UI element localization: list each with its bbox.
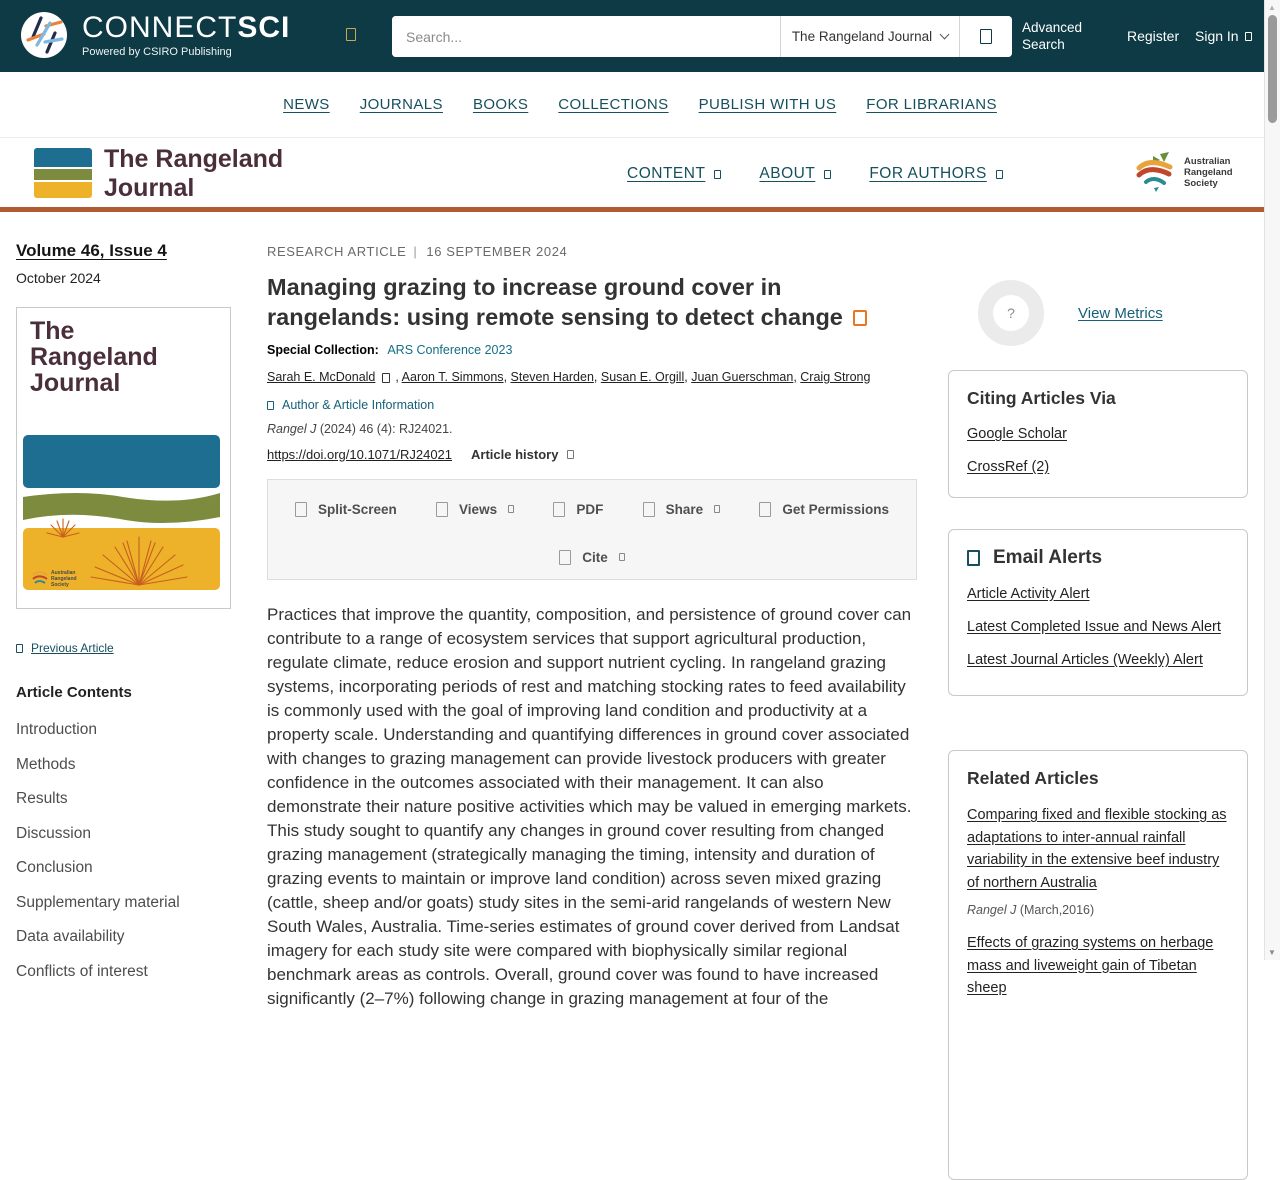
site-header [0, 0, 1280, 72]
search-input[interactable] [392, 16, 780, 57]
contents-item-introduction[interactable]: Introduction [16, 721, 97, 738]
related-meta-journal: Rangel J [967, 903, 1017, 917]
info-caret-icon [267, 401, 274, 410]
contents-item-conclusion[interactable]: Conclusion [16, 859, 93, 876]
citing-articles-title: Citing Articles Via [967, 388, 1116, 408]
author-article-information[interactable] [267, 398, 917, 412]
share-label: Share [665, 501, 704, 517]
register-link[interactable]: Register [1127, 28, 1180, 44]
related-articles-box [948, 750, 1248, 1180]
search-scope-dropdown[interactable] [781, 16, 959, 57]
ars-society-name [1184, 156, 1233, 189]
toolbar-row-2 [295, 538, 889, 576]
article-type: RESEARCH ARTICLE [267, 244, 407, 259]
email-icon [967, 550, 980, 566]
search-bar [392, 16, 1012, 57]
history-caret-icon [567, 450, 574, 459]
svg-text:Society: Society [51, 582, 69, 588]
author-article-information-label: Author & Article Information [282, 398, 435, 412]
connectsci-logo-icon [20, 11, 68, 59]
primary-nav [0, 72, 1280, 138]
journal-banner [0, 138, 1280, 212]
scrollbar-down-arrow[interactable]: ▼ [1268, 948, 1276, 957]
contents-item-data-availability[interactable]: Data availability [16, 928, 125, 945]
nav-item-journals[interactable]: JOURNALS [359, 96, 443, 113]
share-icon [643, 502, 655, 517]
email-alerts-header [967, 547, 1229, 569]
journal-cover[interactable] [16, 307, 231, 609]
search-icon [980, 29, 992, 44]
article-contents-title: Article Contents [16, 684, 132, 701]
split-screen-button[interactable] [295, 502, 397, 517]
toolbar-row-1 [295, 480, 889, 538]
nav-item-for-librarians[interactable]: FOR LIBRARIANS [866, 96, 997, 113]
svg-text:Australian: Australian [51, 570, 76, 576]
scrollbar-thumb[interactable] [1268, 15, 1277, 123]
email-alerts-title: Email Alerts [993, 547, 1103, 568]
get-permissions-label: Get Permissions [782, 501, 889, 517]
scrollbar-up-arrow[interactable]: ▲ [1268, 3, 1276, 12]
journal-menu-for-authors-label: FOR AUTHORS [869, 165, 987, 182]
journal-title[interactable] [104, 145, 283, 203]
cite-icon [559, 550, 571, 565]
corresponding-author-icon [382, 373, 390, 383]
chevron-down-icon [940, 30, 950, 40]
view-metrics-link[interactable]: View Metrics [1078, 304, 1163, 322]
related-article-link[interactable]: Effects of grazing systems on herbage mass and liveweight gain of Tibetan sheep [967, 935, 1214, 996]
article-date: 16 SEPTEMBER 2024 [426, 244, 568, 259]
author-link[interactable]: Steven Harden [510, 370, 594, 384]
latest-issue-alert-link[interactable]: Latest Completed Issue and News Alert [967, 619, 1221, 635]
permissions-icon [759, 502, 771, 517]
google-scholar-link[interactable]: Google Scholar [967, 426, 1067, 442]
nav-item-collections[interactable]: COLLECTIONS [558, 96, 669, 113]
journal-logo[interactable] [34, 148, 92, 198]
get-permissions-button[interactable] [759, 502, 889, 517]
share-button[interactable] [643, 502, 721, 517]
brand-name-connect: CONNECT [82, 10, 238, 44]
special-collection-link[interactable]: ARS Conference 2023 [387, 343, 513, 357]
author-link[interactable]: Susan E. Orgill [600, 370, 685, 384]
author-list [267, 370, 917, 384]
brand-name [82, 10, 291, 44]
search-scope-label: The Rangeland Journal [791, 29, 933, 44]
journal-menu-about[interactable] [759, 165, 831, 183]
citation-line [267, 422, 917, 436]
author-link[interactable]: Sarah E. McDonald [267, 370, 376, 384]
altmetric-badge[interactable] [978, 280, 1044, 346]
nav-item-news[interactable]: NEWS [283, 96, 330, 113]
header-menu-icon[interactable] [346, 28, 356, 41]
ars-line3: Society [1184, 177, 1218, 189]
altmetric-badge-symbol: ? [1007, 305, 1015, 321]
article-history[interactable] [471, 447, 574, 462]
related-article-meta [967, 903, 1229, 917]
ars-line2: Rangeland [1184, 166, 1233, 178]
journal-menu-about-label: ABOUT [759, 165, 816, 182]
content-area [0, 212, 1280, 1008]
article-title-line2: rangelands: using remote sensing to detect change [267, 302, 917, 332]
pdf-icon [553, 502, 565, 517]
doi-link[interactable]: https://doi.org/10.1071/RJ24021 [267, 447, 453, 462]
email-alerts-box [948, 529, 1248, 696]
contents-item-results[interactable]: Results [16, 790, 68, 807]
for-authors-caret-icon [996, 170, 1003, 179]
citation-rest: (2024) 46 (4): RJ24021. [316, 422, 453, 436]
journal-title-line1: The Rangeland [104, 145, 284, 173]
about-caret-icon [824, 170, 831, 179]
journal-menu [627, 165, 1003, 183]
views-label: Views [459, 501, 498, 517]
article-main [267, 244, 917, 1028]
share-caret-icon [714, 505, 720, 513]
journal-title-line2: Journal [104, 174, 195, 202]
split-screen-label: Split-Screen [318, 501, 397, 517]
article-history-label: Article history [471, 447, 559, 462]
author-link[interactable]: Juan Guerschman [691, 370, 794, 384]
pdf-button[interactable] [553, 502, 603, 517]
special-collection-label: Special Collection: [267, 343, 379, 357]
article-contents-list [16, 721, 232, 981]
weekly-articles-alert-link[interactable]: Latest Journal Articles (Weekly) Alert [967, 652, 1203, 668]
ars-society-icon [1133, 150, 1177, 194]
views-caret-icon [508, 505, 514, 513]
contents-item-supplementary[interactable]: Supplementary material [16, 893, 180, 911]
sign-in-link[interactable] [1195, 28, 1252, 44]
author-separator [594, 370, 601, 384]
pdf-label: PDF [576, 501, 604, 517]
ars-society-logo [1133, 150, 1233, 194]
brand-tagline: Powered by CSIRO Publishing [82, 45, 232, 58]
cite-caret-icon [619, 553, 625, 561]
article-title-line1: Managing grazing to increase ground cover in [267, 274, 782, 300]
special-collection [267, 343, 917, 357]
contents-item-discussion[interactable]: Discussion [16, 824, 91, 842]
article-title [267, 272, 917, 332]
cite-label: Cite [582, 549, 608, 565]
brand [82, 10, 291, 58]
journal-menu-content[interactable] [627, 165, 721, 183]
abstract-text: Practices that improve the quantity, composition, and persistence of ground cover can contribute to a range of ecosystem services that support agricultural production, regulate climate, reduce erosion and support nutrient cycling. In rangeland grazing systems, incorporating periods of rest and matching stocking rates to feed availability is commonly used with the goal of improving land condition and productivity at a property scale. Understanding and quantifying differences in ground cover associated with changes to grazing management can provide livestock producers with greater confidence in the outcomes associated with their management. It can also demonstrate their nature positive activities which may be valued in emerging markets. This study sought to quantify any changes in ground cover resulting from changed grazing management (strategically managing the timing, intensity and duration of grazing events to maintain or improve land condition) across seven mixed grazing (cattle, sheep and/or goats) study sites in the semi-arid rangelands of western New South Wales, Australia. Time-series estimates of ground cover derived from Landsat imagery for each study site were compared with biophysically similar regional benchmark areas as controls. Overall, ground cover was found to have increased significantly (2–7%) following change in grazing management at four of the [267, 605, 912, 1008]
related-article-link[interactable]: Comparing fixed and flexible stocking as adaptations to inter-annual rainfall variability in the extensive beef industry of northern Australia [967, 807, 1227, 891]
citing-articles-box [948, 370, 1248, 498]
issue-sidebar [16, 241, 232, 997]
previous-article-icon [16, 644, 23, 653]
metrics-row [978, 280, 1163, 346]
brand-name-sci: SCI [237, 10, 291, 44]
contents-item-methods[interactable]: Methods [16, 755, 76, 773]
page-scrollbar[interactable] [1264, 0, 1280, 960]
previous-article-link[interactable] [16, 641, 232, 655]
cover-title-line1: The [30, 317, 75, 345]
crossref-link[interactable]: CrossRef (2) [967, 459, 1050, 475]
ars-line1: Australian [1184, 155, 1231, 167]
article-toolbar [267, 479, 917, 580]
article-activity-alert-link[interactable]: Article Activity Alert [967, 586, 1090, 602]
article-kicker [267, 244, 917, 259]
connectsci-logo[interactable] [20, 11, 290, 59]
issue-date: October 2024 [16, 270, 101, 286]
search-submit-button[interactable] [960, 16, 1012, 57]
svg-text:Rangeland: Rangeland [51, 576, 77, 582]
cite-button[interactable] [559, 550, 625, 565]
nav-item-publish-with-us[interactable]: PUBLISH WITH US [698, 96, 837, 113]
advanced-search-link[interactable]: Advanced Search [1022, 20, 1083, 52]
previous-article-label: Previous Article [31, 641, 114, 655]
views-button[interactable] [436, 502, 514, 517]
kicker-separator: | [413, 244, 418, 259]
author-link[interactable]: Craig Strong [800, 370, 871, 384]
cover-title-line3: Journal [30, 369, 121, 397]
cover-title [30, 318, 158, 396]
views-icon [436, 502, 448, 517]
related-meta-rest: (March,2016) [1016, 903, 1095, 917]
content-caret-icon [714, 170, 721, 179]
issue-link[interactable]: Volume 46, Issue 4 [16, 241, 167, 260]
contents-item-conflicts[interactable]: Conflicts of interest [16, 962, 148, 980]
open-access-icon [853, 310, 867, 326]
split-screen-icon [295, 502, 307, 517]
sign-in-label: Sign In [1195, 28, 1239, 44]
related-articles-title: Related Articles [967, 768, 1099, 788]
cover-title-line2: Rangeland [30, 343, 158, 371]
author-link[interactable]: Aaron T. Simmons [401, 370, 504, 384]
sign-in-caret-icon [1245, 32, 1252, 41]
citation-journal: Rangel J [267, 422, 317, 436]
journal-menu-content-label: CONTENT [627, 165, 706, 182]
doi-row [267, 447, 917, 462]
nav-item-books[interactable]: BOOKS [472, 96, 529, 113]
author-separator [504, 370, 511, 384]
cover-artwork [17, 433, 230, 603]
journal-menu-for-authors[interactable] [869, 165, 1002, 183]
